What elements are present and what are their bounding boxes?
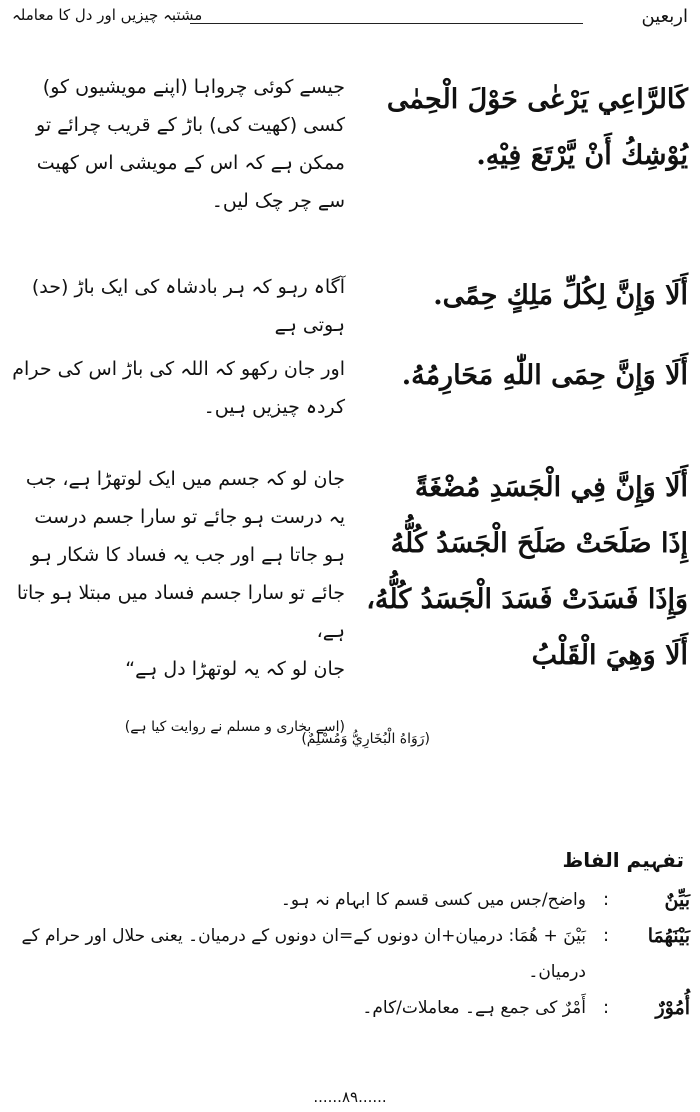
urdu-citation-wrap: [10, 716, 345, 738]
arabic-line: أَلَا وَإِنَّ لِكُلِّ مَلِكٍ حِمًى.: [433, 280, 688, 311]
glossary-term: بَيِّنٌ: [664, 889, 690, 911]
glossary-colon: :: [602, 925, 610, 946]
glossary-row: [10, 918, 690, 990]
urdu-text: آگاہ رہو کہ ہر بادشاہ کی ایک باڑ (حد) ہوتی ہے: [31, 276, 345, 336]
page-number: ......٨٩......: [313, 1088, 387, 1106]
urdu-citation: (اسے بخاری و مسلم نے روایت کیا ہے): [124, 719, 345, 735]
glossary-list: [10, 882, 690, 1026]
urdu-para-2: [10, 268, 345, 344]
arabic-block-3: [353, 348, 688, 404]
urdu-para-1: [10, 68, 345, 220]
arabic-line: يُوْشِكُ أَنْ يَّرْتَعَ فِيْهِ.: [476, 140, 688, 171]
urdu-para-4: [10, 460, 345, 650]
header-rule: [190, 23, 583, 24]
arabic-line: كَالرَّاعِي يَرْعٰى حَوْلَ الْحِمٰى: [386, 84, 688, 115]
arabic-line: إِذَا صَلَحَتْ صَلَحَ الْجَسَدُ كُلُّهُ: [390, 528, 688, 559]
glossary-colon: :: [602, 889, 610, 910]
glossary-term: أُمُوْرٌ: [655, 997, 690, 1019]
glossary-definition: أَمْرٌ کی جمع ہے۔ معاملات/کام۔: [362, 998, 586, 1018]
arabic-line: أَلَا وَإِنَّ حِمَى اللّٰهِ مَحَارِمُهُ.: [401, 360, 688, 391]
glossary-row: [10, 990, 690, 1026]
urdu-text: جان لو کہ یہ لوتھڑا دل ہے“: [125, 658, 345, 680]
arabic-line: أَلَا وَإِنَّ فِي الْجَسَدِ مُضْغَةً: [414, 472, 688, 503]
urdu-text: جیسے کوئی چرواہا (اپنے مویشیوں کو) کسی (کھیت کی) باڑ کے قریب چرائے تو ممکن ہے کہ اس کے مویشی اس کھیت سے چر چک لیں۔: [36, 76, 345, 212]
glossary-title: تفہیم الفاظ: [562, 848, 684, 872]
arabic-block-1: [353, 72, 688, 184]
arabic-block-4: [353, 460, 688, 684]
arabic-line: أَلَا وَهِيَ الْقَلْبُ: [531, 640, 688, 671]
arabic-block-2: [353, 268, 688, 324]
glossary-definition: واضح/جس میں کسی قسم کا ابہام نہ ہو۔: [280, 890, 586, 910]
urdu-para-5: [10, 650, 345, 688]
urdu-para-3: [10, 350, 345, 426]
book-title: اربعین: [641, 6, 688, 27]
arabic-citation: (رَوَاهُ الْبُخَارِيُّ وَمُسْلِمٌ): [301, 731, 430, 747]
chapter-title: مشتبہ چیزیں اور دل کا معاملہ: [12, 6, 203, 24]
glossary-row: [10, 882, 690, 918]
glossary-definition: بَيْنَ + هُمَا: درمیان+ان دونوں کے=ان دونوں کے درمیان۔ یعنی حلال اور حرام کے درمیان۔: [21, 926, 586, 982]
glossary-colon: :: [602, 997, 610, 1018]
urdu-text: اور جان رکھو کہ اللہ کی باڑ اس کی حرام کردہ چیزیں ہیں۔: [12, 358, 345, 418]
urdu-text: جان لو کہ جسم میں ایک لوتھڑا ہے، جب یہ درست ہو جائے تو سارا جسم درست ہو جاتا ہے اور جب یہ فساد کا شکار ہو جائے تو سارا جسم فساد میں مبتلا ہو جاتا ہے،: [16, 468, 345, 642]
glossary-term: بَيْنَهُمَا: [647, 925, 690, 947]
arabic-line: وَإِذَا فَسَدَتْ فَسَدَ الْجَسَدُ كُلُّهُ،: [366, 584, 688, 615]
